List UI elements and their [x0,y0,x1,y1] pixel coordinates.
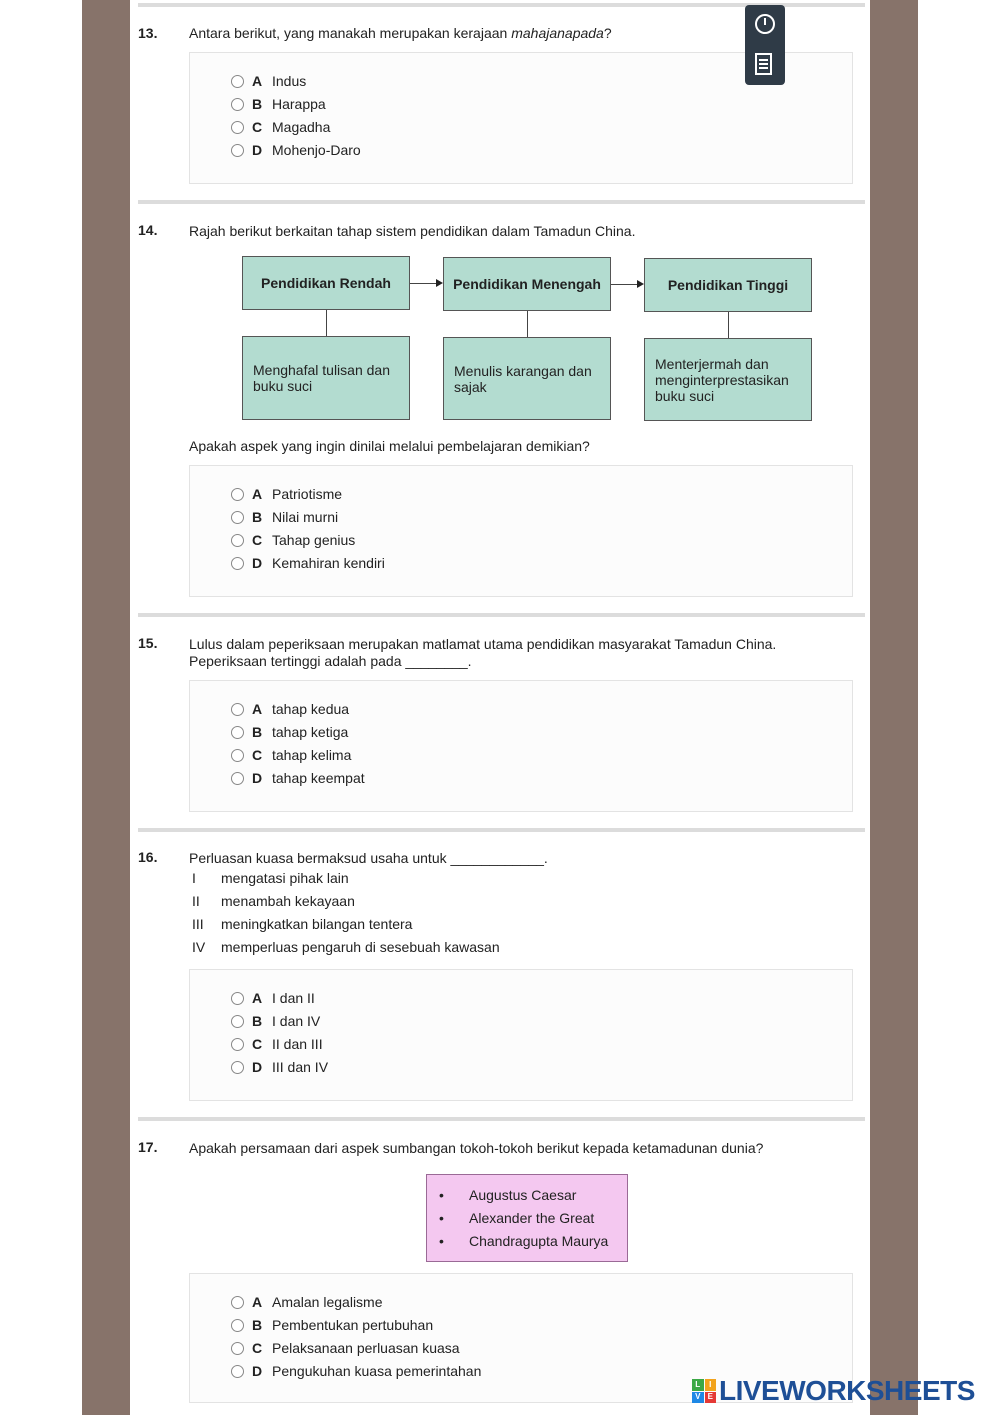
question-14-prompt: Apakah aspek yang ingin dinilai melalui pembelajaran demikian? [189,438,590,454]
separator [138,613,865,617]
figure-item [439,1187,576,1203]
question-13-number: 13. [138,25,158,41]
radio-button[interactable] [231,121,244,134]
question-13-text-italic: mahajanapada [511,25,604,41]
question-17-number: 17. [138,1139,158,1155]
option-letter: D [252,1059,263,1075]
left-frame [82,0,130,1415]
radio-button[interactable] [231,1342,244,1355]
question-13-text-end: ? [603,25,612,41]
statement-text: menambah kekayaan [221,893,355,909]
question-16-options [189,969,853,1101]
option-text: III dan IV [272,1059,329,1075]
option-text: I dan IV [272,1013,321,1029]
option-text: II dan III [272,1036,323,1052]
option-letter: A [252,1294,263,1310]
radio-button[interactable] [231,144,244,157]
statement-text: memperluas pengaruh di sesebuah kawasan [221,939,500,955]
option-14-a[interactable] [231,485,342,503]
option-text: I dan II [272,990,315,1006]
figure-name: Alexander the Great [469,1210,595,1226]
statement-text: mengatasi pihak lain [221,870,349,886]
radio-button[interactable] [231,726,244,739]
option-14-d[interactable] [231,554,385,572]
question-15-text-line-2: Peperiksaan tertinggi adalah pada ________. [189,653,472,669]
option-letter: C [252,1340,263,1356]
question-15-options [189,680,853,812]
diagram-level-1-title: Pendidikan Rendah [242,256,410,310]
statement-text: meningkatkan bilangan tentera [221,916,413,932]
option-letter: A [252,990,263,1006]
option-letter: B [252,1013,263,1029]
question-16-number: 16. [138,849,158,865]
radio-button[interactable] [231,1061,244,1074]
radio-button[interactable] [231,488,244,501]
radio-button[interactable] [231,1038,244,1051]
option-text: tahap ketiga [272,724,349,740]
statement-2 [192,893,355,909]
liveworksheets-logo-icon [692,1379,716,1403]
option-text: Mohenjo-Daro [272,142,361,158]
radio-button[interactable] [231,703,244,716]
logo-letter: E [705,1392,717,1404]
diagram-level-2-title: Pendidikan Menengah [443,257,611,311]
question-15-text-line-1: Lulus dalam peperiksaan merupakan matlamat utama pendidikan masyarakat Tamadun China. [189,636,777,652]
option-17-c[interactable] [231,1339,460,1357]
option-text: Magadha [272,119,331,135]
separator [138,1117,865,1121]
diagram-arrow-line [611,284,638,285]
bullet: • [439,1233,444,1249]
option-letter: D [252,770,263,786]
radio-button[interactable] [231,1296,244,1309]
option-13-a[interactable] [231,72,306,90]
right-frame [870,0,918,1415]
statement-3 [192,916,412,932]
option-text: tahap keempat [272,770,365,786]
statement-1 [192,870,349,886]
radio-button[interactable] [231,98,244,111]
option-17-d[interactable] [231,1362,481,1380]
radio-button[interactable] [231,772,244,785]
diagram-arrow-line [410,283,437,284]
worksheet-page [130,0,870,1415]
option-13-b[interactable] [231,95,326,113]
option-text: Harappa [272,96,326,112]
diagram-connector [527,311,528,337]
radio-button[interactable] [231,1319,244,1332]
option-17-a[interactable] [231,1293,383,1311]
statement-numeral: II [192,893,200,909]
option-text: Kemahiran kendiri [272,555,385,571]
figures-box [426,1174,628,1262]
option-text: Indus [272,73,307,89]
checklist-icon[interactable] [755,53,772,75]
option-16-a[interactable] [231,989,315,1007]
logo-letter: L [692,1379,704,1391]
radio-button[interactable] [231,749,244,762]
logo-letter: V [692,1392,704,1404]
option-letter: C [252,532,263,548]
figure-item [439,1210,594,1226]
option-letter: C [252,1036,263,1052]
option-letter: D [252,142,263,158]
statement-4 [192,939,500,955]
option-15-d[interactable] [231,769,365,787]
diagram-connector [728,312,729,338]
diagram-level-2-desc: Menulis karangan dan sajak [443,337,611,420]
option-text: Patriotisme [272,486,343,502]
question-15-number: 15. [138,635,158,651]
option-letter: C [252,747,263,763]
question-16-text: Perluasan kuasa bermaksud usaha untuk ____________. [189,850,548,866]
timer-icon[interactable] [755,14,775,34]
brand-text: LIVEWORKSHEETS [719,1375,975,1406]
option-letter: B [252,1317,263,1333]
figure-item [439,1233,608,1249]
option-letter: B [252,724,263,740]
question-17-text: Apakah persamaan dari aspek sumbangan tokoh-tokoh berikut kepada ketamadunan dunia? [189,1140,764,1156]
question-14-options [189,465,853,597]
diagram-level-1-desc: Menghafal tulisan dan buku suci [242,336,410,420]
arrow-right-icon [436,279,443,287]
question-13-text-start: Antara berikut, yang manakah merupakan kerajaan [189,25,512,41]
option-text: tahap kedua [272,701,350,717]
logo-letter: I [705,1379,717,1391]
option-letter: A [252,701,263,717]
liveworksheets-brand[interactable] [692,1374,975,1408]
option-14-c[interactable] [231,531,355,549]
separator [138,200,865,204]
arrow-right-icon [637,280,644,288]
radio-button[interactable] [231,557,244,570]
statement-numeral: IV [192,939,206,955]
bullet: • [439,1187,444,1203]
figure-name: Chandragupta Maurya [469,1233,609,1249]
radio-button[interactable] [231,75,244,88]
statement-numeral: I [192,870,196,886]
option-text: Tahap genius [272,532,356,548]
option-15-b[interactable] [231,723,348,741]
radio-button[interactable] [231,1365,244,1378]
option-14-b[interactable] [231,508,338,526]
option-16-d[interactable] [231,1058,328,1076]
diagram-connector [326,310,327,336]
figure-name: Augustus Caesar [469,1187,577,1203]
option-text: Amalan legalisme [272,1294,383,1310]
question-14-number: 14. [138,222,158,238]
option-letter: D [252,1363,263,1379]
question-13-text [189,25,612,42]
option-letter: B [252,96,263,112]
option-text: Pelaksanaan perluasan kuasa [272,1340,460,1356]
option-15-c[interactable] [231,746,351,764]
statement-numeral: III [192,916,204,932]
option-text: Nilai murni [272,509,339,525]
radio-button[interactable] [231,511,244,524]
option-letter: A [252,486,263,502]
option-text: Pembentukan pertubuhan [272,1317,434,1333]
option-17-b[interactable] [231,1316,433,1334]
diagram-level-3-title: Pendidikan Tinggi [644,258,812,312]
option-13-d[interactable] [231,141,361,159]
option-13-c[interactable] [231,118,330,136]
option-text: Pengukuhan kuasa pemerintahan [272,1363,482,1379]
diagram-level-3-desc: Menterjermah dan menginterprestasikan buku suci [644,338,812,421]
option-15-a[interactable] [231,700,349,718]
radio-button[interactable] [231,992,244,1005]
radio-button[interactable] [231,1015,244,1028]
option-letter: C [252,119,263,135]
option-16-b[interactable] [231,1012,320,1030]
question-14-text: Rajah berikut berkaitan tahap sistem pendidikan dalam Tamadun China. [189,223,636,239]
option-letter: D [252,555,263,571]
option-text: tahap kelima [272,747,352,763]
tool-panel [745,5,785,85]
option-letter: A [252,73,263,89]
option-letter: B [252,509,263,525]
separator [138,828,865,832]
radio-button[interactable] [231,534,244,547]
bullet: • [439,1210,444,1226]
option-16-c[interactable] [231,1035,323,1053]
